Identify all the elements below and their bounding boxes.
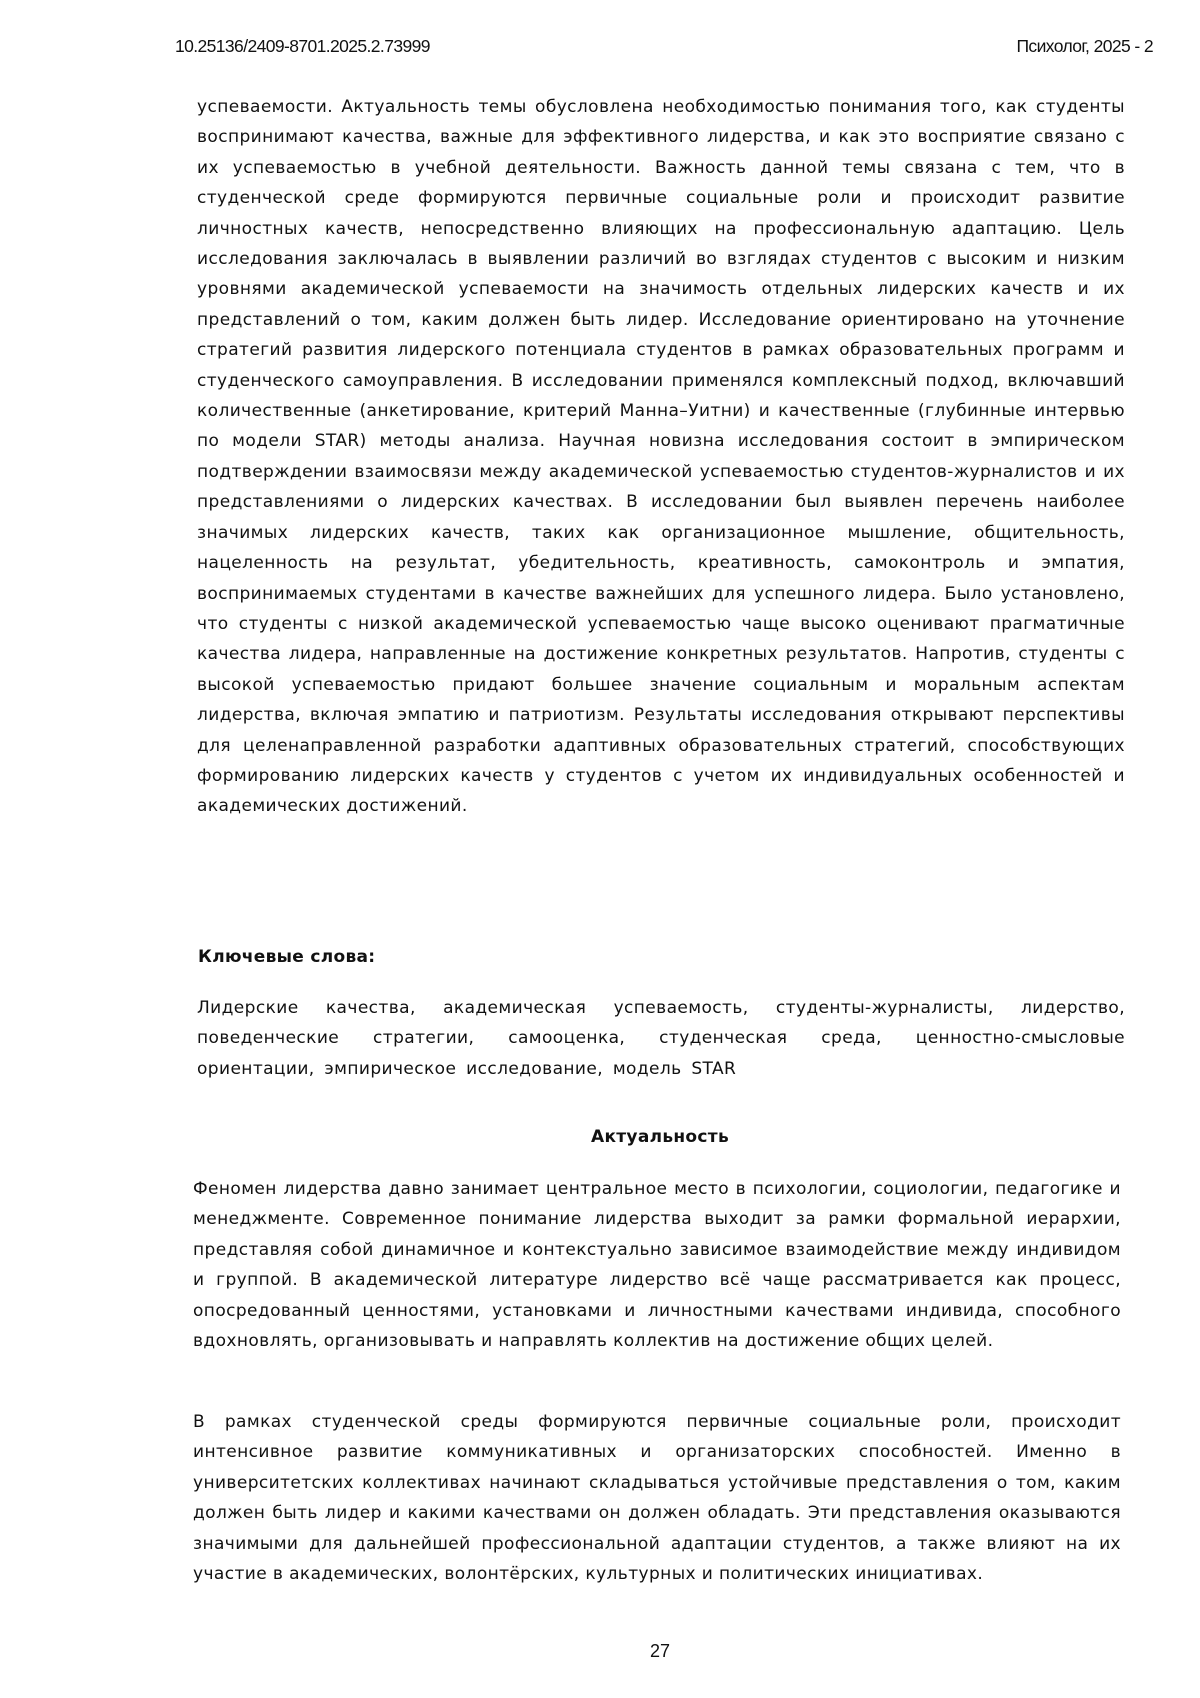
- keywords-text: Лидерские качества, академическая успеваемость, студенты-журналисты, лидерство, поведенческие стратегии, самооценка, студенческая среда, ценностно-смысловые ориентации, эмпирическое исследование, модель STAR: [197, 998, 1125, 1079]
- running-header: [175, 36, 1153, 62]
- keywords-title: Ключевые слова:: [198, 947, 376, 967]
- section-paragraph: Феномен лидерства давно занимает центральное место в психологии, социологии, педагогике и менеджменте. Современное понимание лидерства выходит за рамки формальной иерархии, представляя собой динамичное и контекстуально зависимое взаимодействие между индивидом и группой. В академической литературе лидерство всё чаще рассматривается как процесс, опосредованный ценностями, установками и личностными качествами индивида, способного вдохновлять, организовывать и направлять коллектив на достижение общих целей.: [193, 1179, 1121, 1352]
- doi-label: 10.25136/2409-8701.2025.2.73999: [175, 36, 430, 56]
- page-number: 27: [649, 1641, 671, 1661]
- journal-issue-label: Психолог, 2025 - 2: [1016, 36, 1153, 56]
- section-title: Актуальность: [590, 1127, 729, 1147]
- abstract-text: успеваемости. Актуальность темы обусловлена необходимостью понимания того, как студенты воспринимают качества, важные для эффективного лидерства, и как это восприятие связано с их успеваемостью в учебной деятельности. Важность данной темы связана с тем, что в студенческой среде формируются первичные социальные роли и происходит развитие личностных качеств, непосредственно влияющих на профессиональную адаптацию. Цель исследования заключалась в выявлении различий во взглядах студентов с высоким и низким уровнями академической успеваемости на значимость отдельных лидерских качеств и их представлений о том, каким должен быть лидер. Исследование ориентировано на уточнение стратегий развития лидерского потенциала студентов в рамках образовательных программ и студенческого самоуправления. В исследовании применялся комплексный подход, включавший количественные (анкетирование, критерий Манна–Уитни) и качественные (глубинные интервью по модели STAR) методы анализа. Научная новизна исследования состоит в эмпирическом подтверждении взаимосвязи между академической успеваемостью студентов-журналистов и их представлениями о лидерских качествах. В исследовании был выявлен перечень наиболее значимых лидерских качеств, таких как организационное мышление, общительность, нацеленность на результат, убедительность, креативность, самоконтроль и эмпатия, воспринимаемых студентами в качестве важнейших для успешного лидера. Было установлено, что студенты с низкой академической успеваемостью чаще высоко оценивают прагматичные качества лидера, направленные на достижение конкретных результатов. Напротив, студенты с высокой успеваемостью придают большее значение социальным и моральным аспектам лидерства, включая эмпатию и патриотизм. Результаты исследования открывают перспективы для целенаправленной разработки адаптивных образовательных стратегий, способствующих формированию лидерских качеств у студентов с учетом их индивидуальных особенностей и академических достижений.: [197, 97, 1125, 817]
- section-paragraph: В рамках студенческой среды формируются первичные социальные роли, происходит интенсивное развитие коммуникативных и организаторских способностей. Именно в университетских коллективах начинают складываться устойчивые представления о том, каким должен быть лидер и какими качествами он должен обладать. Эти представления оказываются значимыми для дальнейшей профессиональной адаптации студентов, а также влияют на их участие в академических, волонтёрских, культурных и политических инициативах.: [193, 1412, 1121, 1585]
